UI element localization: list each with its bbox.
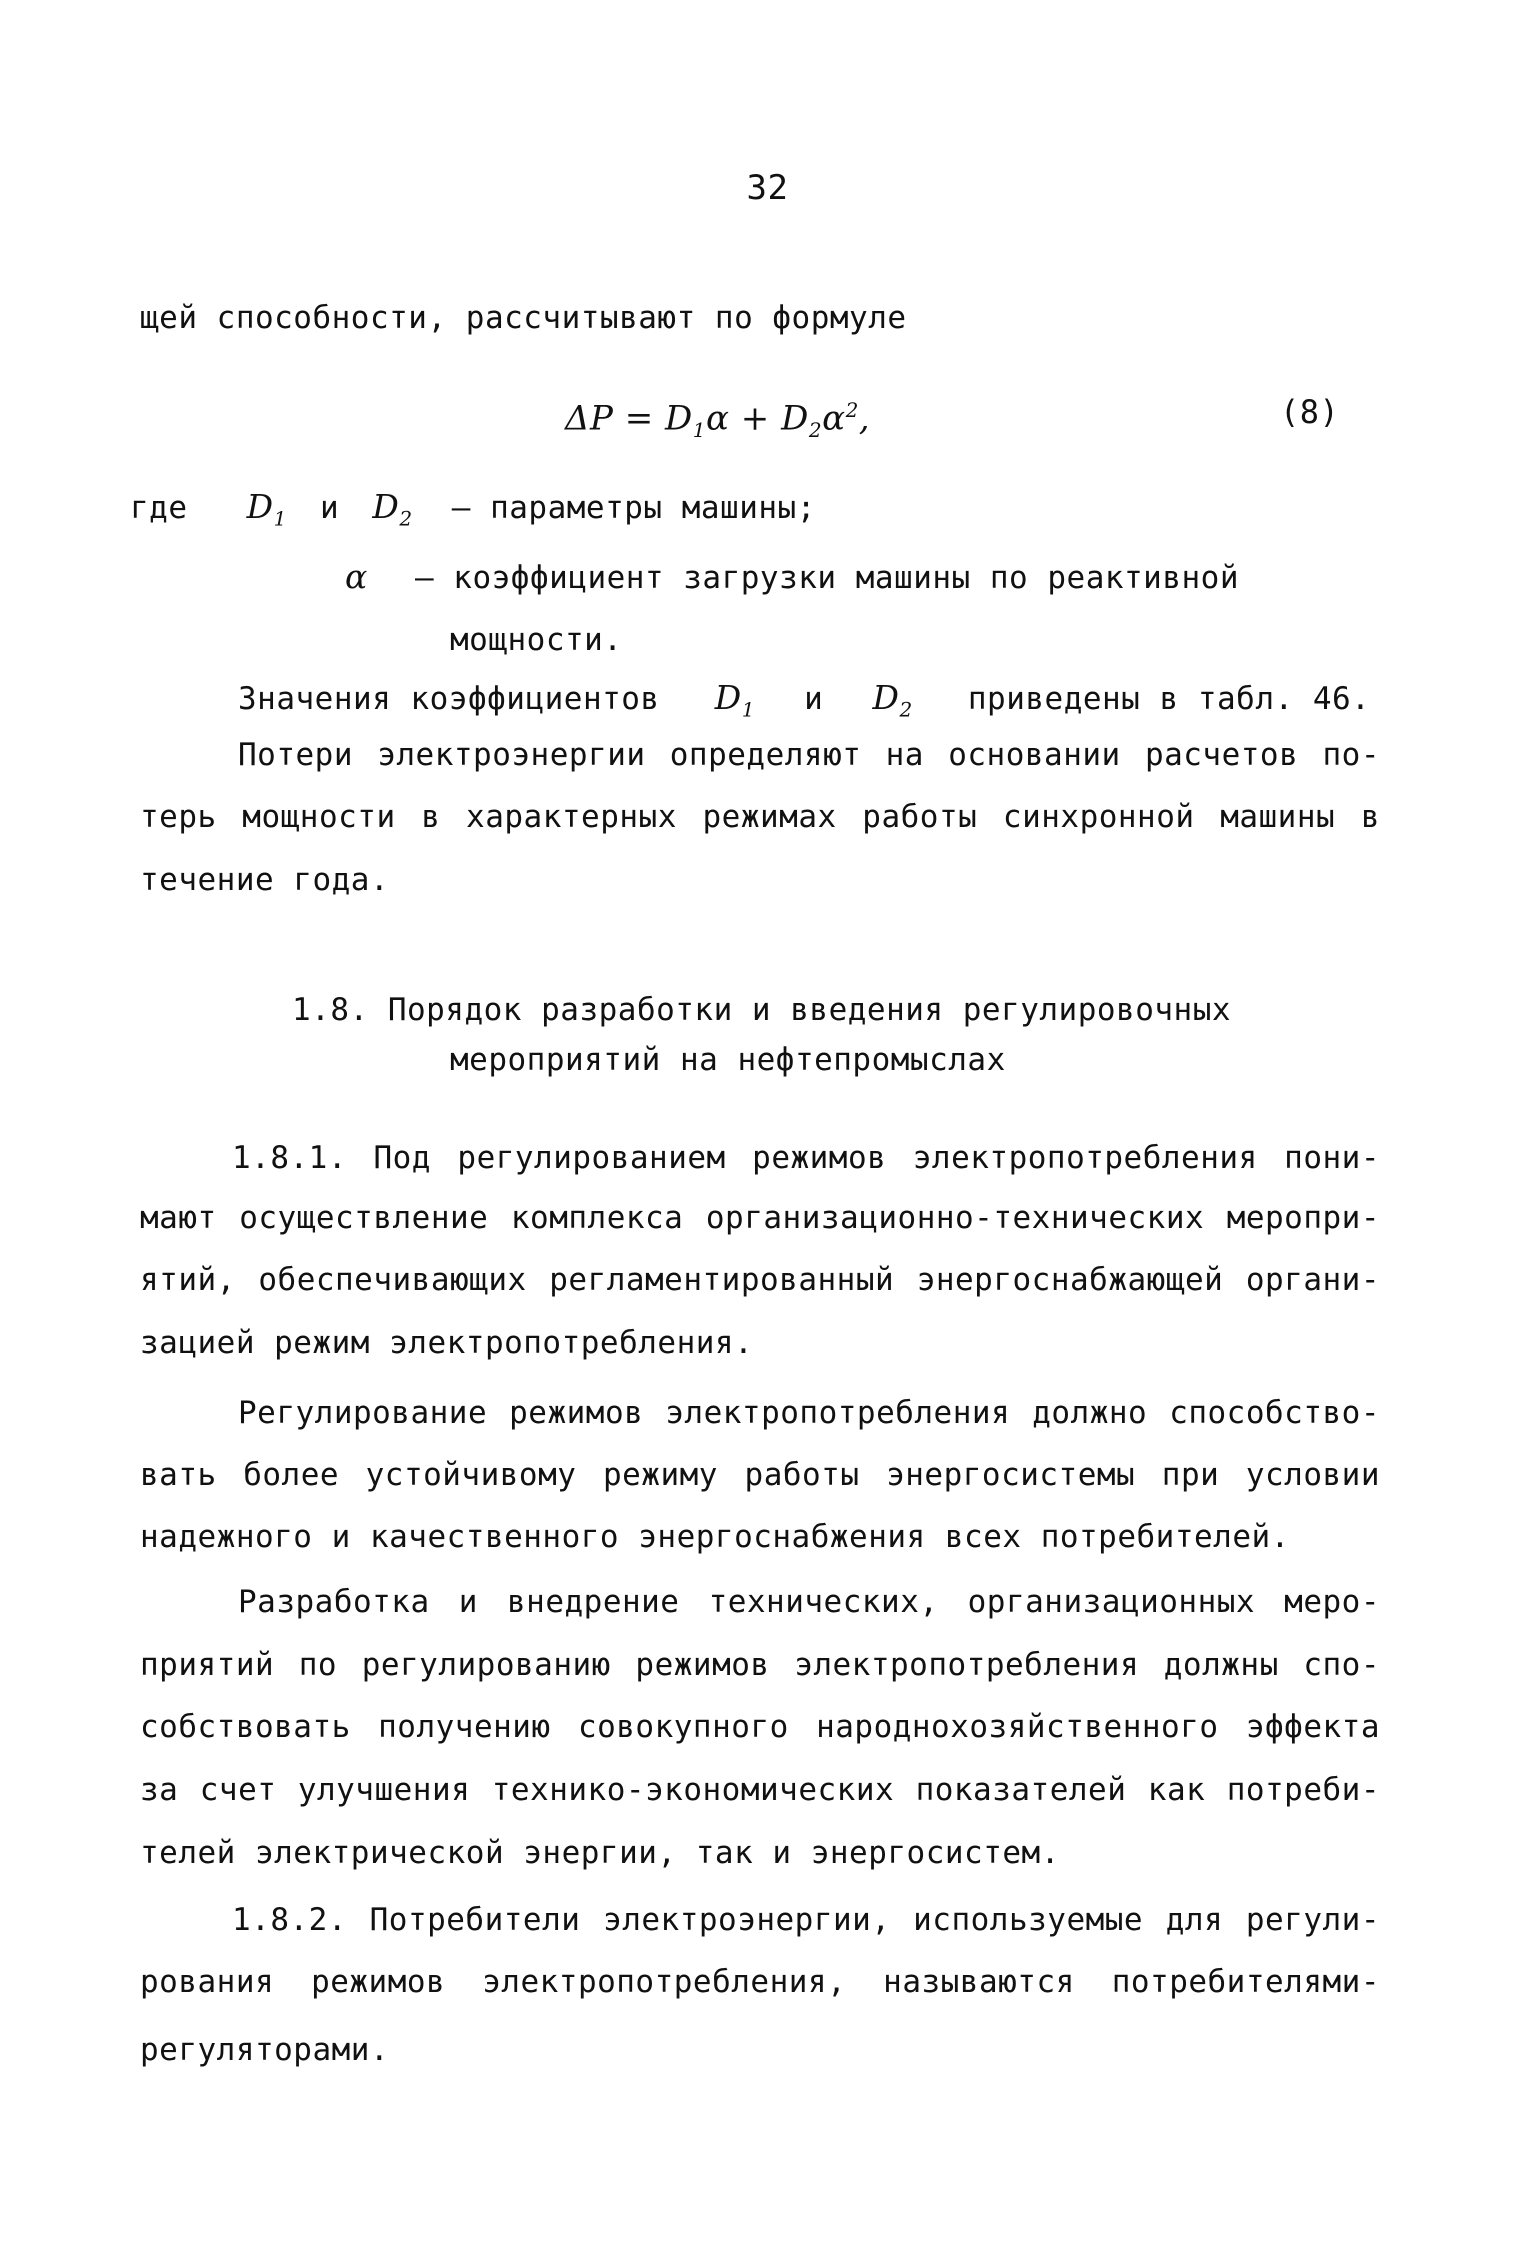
values-line	[238, 678, 1370, 730]
alpha-description: – коэффициент загрузки машины по реактивной	[414, 560, 1240, 596]
and-word: и	[320, 490, 340, 526]
equation-number: (8)	[1280, 393, 1340, 431]
intro-line: щей способности, рассчитывают по формуле	[140, 300, 907, 336]
p181-line-3: ятий, обеспечивающих регламентированный энергоснабжающей органи-	[140, 1262, 1380, 1298]
p182-line-2: рования режимов электропотребления, называются потребителями-	[140, 1964, 1380, 2000]
losses-line-3: течение года.	[140, 862, 390, 898]
section-heading-line-1: 1.8. Порядок разработки и введения регулировочных	[292, 992, 1232, 1028]
p181-line-2: мают осуществление комплекса организационно-технических меропри-	[140, 1200, 1380, 1236]
formula-tail: ,	[858, 398, 871, 439]
page-number: 32	[746, 168, 789, 208]
alpha-description-cont: мощности.	[450, 622, 623, 658]
p181-line-4: зацией режим электропотребления.	[140, 1325, 754, 1361]
definition-d1-d2	[130, 487, 816, 539]
p-dev-line-2: приятий по регулированию режимов электропотребления должны спо-	[140, 1647, 1380, 1683]
where-word: где	[130, 490, 188, 526]
p-dev-line-4: за счет улучшения технико-экономических показателей как потреби-	[140, 1772, 1380, 1808]
losses-line-1: Потери электроэнергии определяют на основании расчетов по-	[238, 737, 1380, 773]
p-reg-line-3: надежного и качественного энергоснабжения всех потребителей.	[140, 1519, 1290, 1555]
p-reg-line-1: Регулирование режимов электропотребления должно способство-	[238, 1395, 1380, 1431]
formula	[565, 390, 870, 450]
p-dev-line-3: собствовать получению совокупного народнохозяйственного эффекта	[140, 1709, 1380, 1745]
p182-line-3: регуляторами.	[140, 2032, 390, 2068]
values-and: и	[804, 681, 824, 717]
formula-mid: α + D	[706, 398, 809, 439]
formula-lhs: ΔP = D	[565, 398, 693, 439]
symbol-d2: $D_2$	[372, 487, 413, 531]
section-heading-line-2: мероприятий на нефтепромыслах	[450, 1042, 1006, 1078]
symbol-d1: $D_1$	[246, 487, 287, 531]
values-d1: $D_1$	[714, 678, 755, 722]
d-description: – параметры машины;	[451, 490, 816, 526]
formula-sup: 2	[845, 398, 859, 422]
values-suffix: приведены в табл. 46.	[967, 681, 1371, 717]
definition-alpha	[345, 557, 1239, 598]
p-dev-line-1: Разработка и внедрение технических, организационных меро-	[238, 1584, 1380, 1620]
formula-sub1: 1	[692, 418, 707, 443]
p181-line-1: 1.8.1. Под регулированием режимов электропотребления пони-	[232, 1140, 1380, 1176]
losses-line-2: терь мощности в характерных режимах работы синхронной машины в	[140, 799, 1380, 835]
values-prefix: Значения коэффициентов	[238, 681, 660, 717]
values-d2: $D_2$	[872, 678, 913, 722]
p-reg-line-2: вать более устойчивому режиму работы энергосистемы при условии	[140, 1457, 1380, 1493]
symbol-alpha: α	[345, 557, 368, 596]
p-dev-line-5: телей электрической энергии, так и энергосистем.	[140, 1835, 1060, 1871]
p182-line-1: 1.8.2. Потребители электроэнергии, используемые для регули-	[232, 1902, 1380, 1938]
formula-var: α	[822, 398, 846, 439]
formula-sub2: 2	[808, 418, 823, 443]
